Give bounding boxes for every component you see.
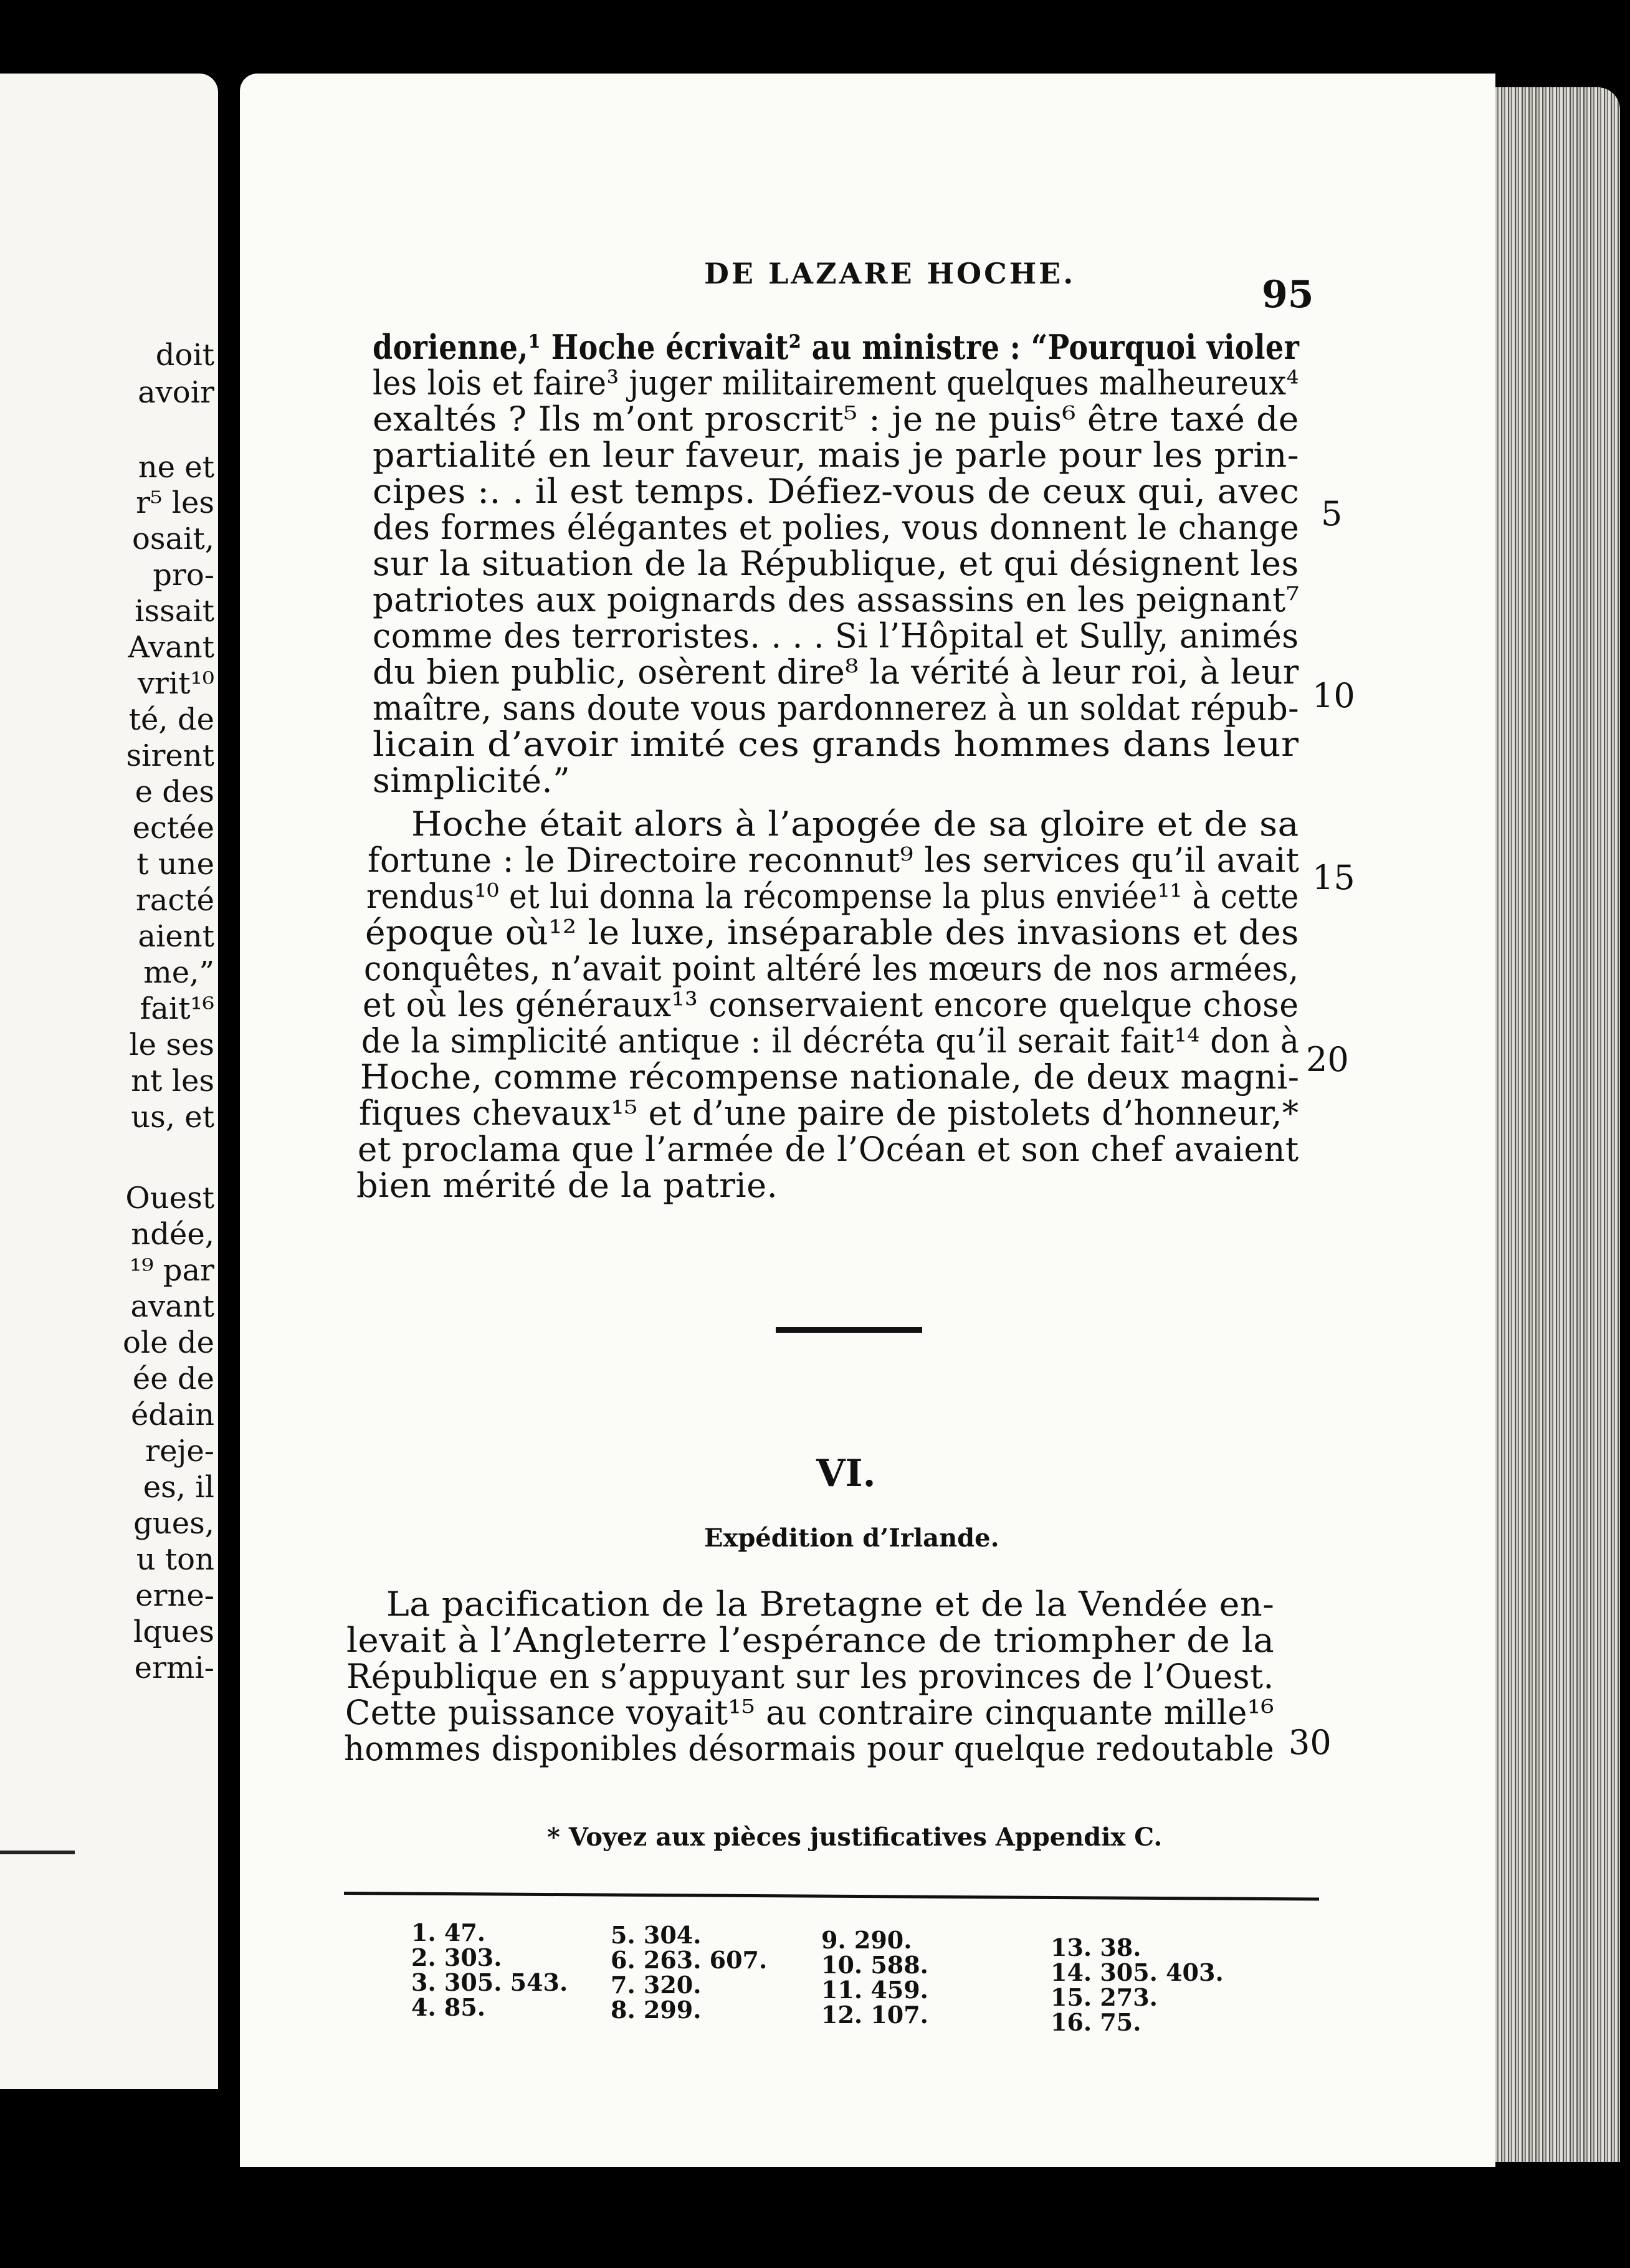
left-page-rule (0, 1851, 75, 1854)
body-line: de la simplicité antique : il décréta qu’il serait fait¹⁴ don à (361, 1021, 1300, 1060)
left-line: issait (135, 594, 214, 629)
section-title: Expédition d’Irlande. (704, 1523, 999, 1553)
left-line: Avant (128, 630, 214, 665)
left-line: u ton (136, 1542, 214, 1577)
notes-column-2 (611, 1923, 767, 2023)
left-line: le ses (129, 1027, 214, 1062)
note-item: 15. 273. (1051, 1983, 1158, 2011)
left-line: aient (138, 919, 214, 954)
body-line: simplicité.” (373, 761, 571, 800)
body-line: des formes élégantes et polies, vous donnent le change (373, 508, 1300, 547)
body-line: dorienne,¹ Hoche écrivait² au ministre : “Pourquoi violer (373, 327, 1300, 367)
left-line: gues, (133, 1506, 214, 1541)
note-item: 9. 290. (821, 1926, 912, 1954)
body-line: Hoche était alors à l’apogée de sa gloire et de sa (411, 804, 1299, 844)
left-line: ne et (138, 450, 214, 485)
note-item: 11. 459. (821, 1976, 928, 2004)
notes-column-3 (821, 1928, 928, 2027)
body-line: maître, sans doute vous pardonnerez à un soldat répub- (373, 688, 1300, 728)
footnote: * Voyez aux pièces justificatives Appendix C. (547, 1822, 1163, 1852)
note-item: 6. 263. 607. (611, 1946, 768, 1974)
section-line: République en s’appuyant sur les provinces de l’Ouest. (346, 1657, 1274, 1696)
left-line: osait, (131, 522, 214, 556)
left-line: racté (135, 883, 214, 918)
left-line: pro- (153, 558, 214, 593)
left-line: doit (155, 338, 214, 373)
left-line: Ouest (125, 1181, 214, 1216)
body-line: fortune : le Directoire reconnut⁹ les services qu’il avait (368, 841, 1300, 880)
body-line: licain d’avoir imité ces grands hommes dans leur (373, 725, 1299, 764)
note-item: 3. 305. 543. (411, 1968, 568, 1996)
body-line: partialité en leur faveur, mais je parle pour les prin- (373, 436, 1300, 475)
left-line: sirent (126, 738, 214, 773)
body-line: exaltés ? Ils m’ont proscrit⁵ : je ne puis⁶ être taxé de (373, 399, 1299, 439)
left-line: ¹⁹ par (129, 1253, 214, 1288)
body-line: fiques chevaux¹⁵ et d’une paire de pistolets d’honneur,* (359, 1094, 1299, 1133)
left-line: reje- (145, 1434, 214, 1469)
body-line: et proclama que l’armée de l’Océan et son chef avaient (358, 1130, 1299, 1169)
line-number: 10 (1312, 676, 1355, 715)
body-line: époque où¹² le luxe, inséparable des invasions et des (365, 913, 1299, 952)
body-line: bien mérité de la patrie. (356, 1166, 778, 1205)
left-line: ole de (122, 1325, 214, 1360)
page-fore-edge (1495, 87, 1620, 2162)
running-title: DE LAZARE HOCHE. (704, 257, 1076, 290)
left-line: lques (133, 1614, 214, 1649)
notes-column-1 (411, 1920, 568, 2020)
left-line: t une (136, 847, 214, 882)
note-item: 12. 107. (821, 2001, 928, 2029)
body-line: cipes :. . il est temps. Défiez-vous de ceux qui, avec (373, 472, 1300, 511)
section-line: hommes disponibles désormais pour quelque redoutable (344, 1729, 1275, 1768)
left-line: nt les (131, 1064, 214, 1098)
left-line: té, de (128, 702, 214, 737)
body-line: Hoche, comme récompense nationale, de deux magni- (360, 1057, 1300, 1097)
note-item: 5. 304. (611, 1921, 702, 1949)
line-number: 30 (1289, 1723, 1332, 1762)
left-line: avant (130, 1289, 214, 1324)
notes-column-4 (1051, 1935, 1224, 2035)
body-line: sur la situation de la République, et qui désignent les (373, 544, 1299, 583)
note-item: 7. 320. (611, 1971, 702, 1999)
body-line: comme des terroristes. . . . Si l’Hôpital et Sully, animés (373, 616, 1299, 655)
left-line: ectée (132, 811, 214, 846)
left-line: ermi- (134, 1651, 214, 1685)
left-line: vrit¹⁰ (137, 666, 214, 701)
left-line: ée de (132, 1361, 214, 1396)
left-line: avoir (138, 375, 214, 410)
note-item: 16. 75. (1051, 2008, 1141, 2036)
left-line: es, il (143, 1470, 214, 1505)
left-line: erne- (135, 1578, 214, 1613)
line-number: 20 (1306, 1040, 1349, 1079)
note-item: 10. 588. (821, 1951, 928, 1979)
body-line: conquêtes, n’avait point altéré les mœurs de nos armées, (364, 949, 1299, 988)
section-separator (776, 1327, 922, 1333)
note-item: 2. 303. (411, 1943, 502, 1971)
previous-page (0, 74, 218, 2089)
section-line: La pacification de la Bretagne et de la Vendée en- (386, 1584, 1275, 1624)
body-line: du bien public, osèrent dire⁸ la vérité à leur roi, à leur (373, 652, 1299, 692)
note-item: 14. 305. 403. (1051, 1958, 1224, 1986)
left-line: r⁵ les (136, 485, 214, 520)
line-number: 5 (1321, 494, 1343, 533)
note-item: 8. 299. (611, 1996, 702, 2024)
line-number: 15 (1312, 858, 1355, 897)
left-line: us, et (131, 1100, 214, 1135)
left-line: e des (135, 774, 214, 809)
section-line: levait à l’Angleterre l’espérance de triompher de la (346, 1621, 1275, 1660)
section-number: VI. (816, 1452, 876, 1495)
body-line: et où les généraux¹³ conservaient encore quelque chose (363, 985, 1299, 1024)
section-line: Cette puissance voyait¹⁵ au contraire cinquante mille¹⁶ (345, 1693, 1275, 1732)
left-line: fait¹⁶ (140, 991, 214, 1026)
left-line: ndée, (131, 1217, 214, 1252)
note-item: 4. 85. (411, 1993, 486, 2021)
left-line: me,” (143, 955, 214, 990)
body-line: rendus¹⁰ et lui donna la récompense la plus enviée¹¹ à cette (366, 877, 1299, 916)
body-line: patriotes aux poignards des assassins en les peignant⁷ (373, 580, 1300, 619)
note-item: 13. 38. (1051, 1933, 1141, 1961)
page-number: 95 (1262, 273, 1314, 317)
body-line: les lois et faire³ juger militairement quelques malheureux⁴ (373, 363, 1299, 403)
left-line: édain (130, 1398, 214, 1432)
note-item: 1. 47. (411, 1918, 486, 1946)
